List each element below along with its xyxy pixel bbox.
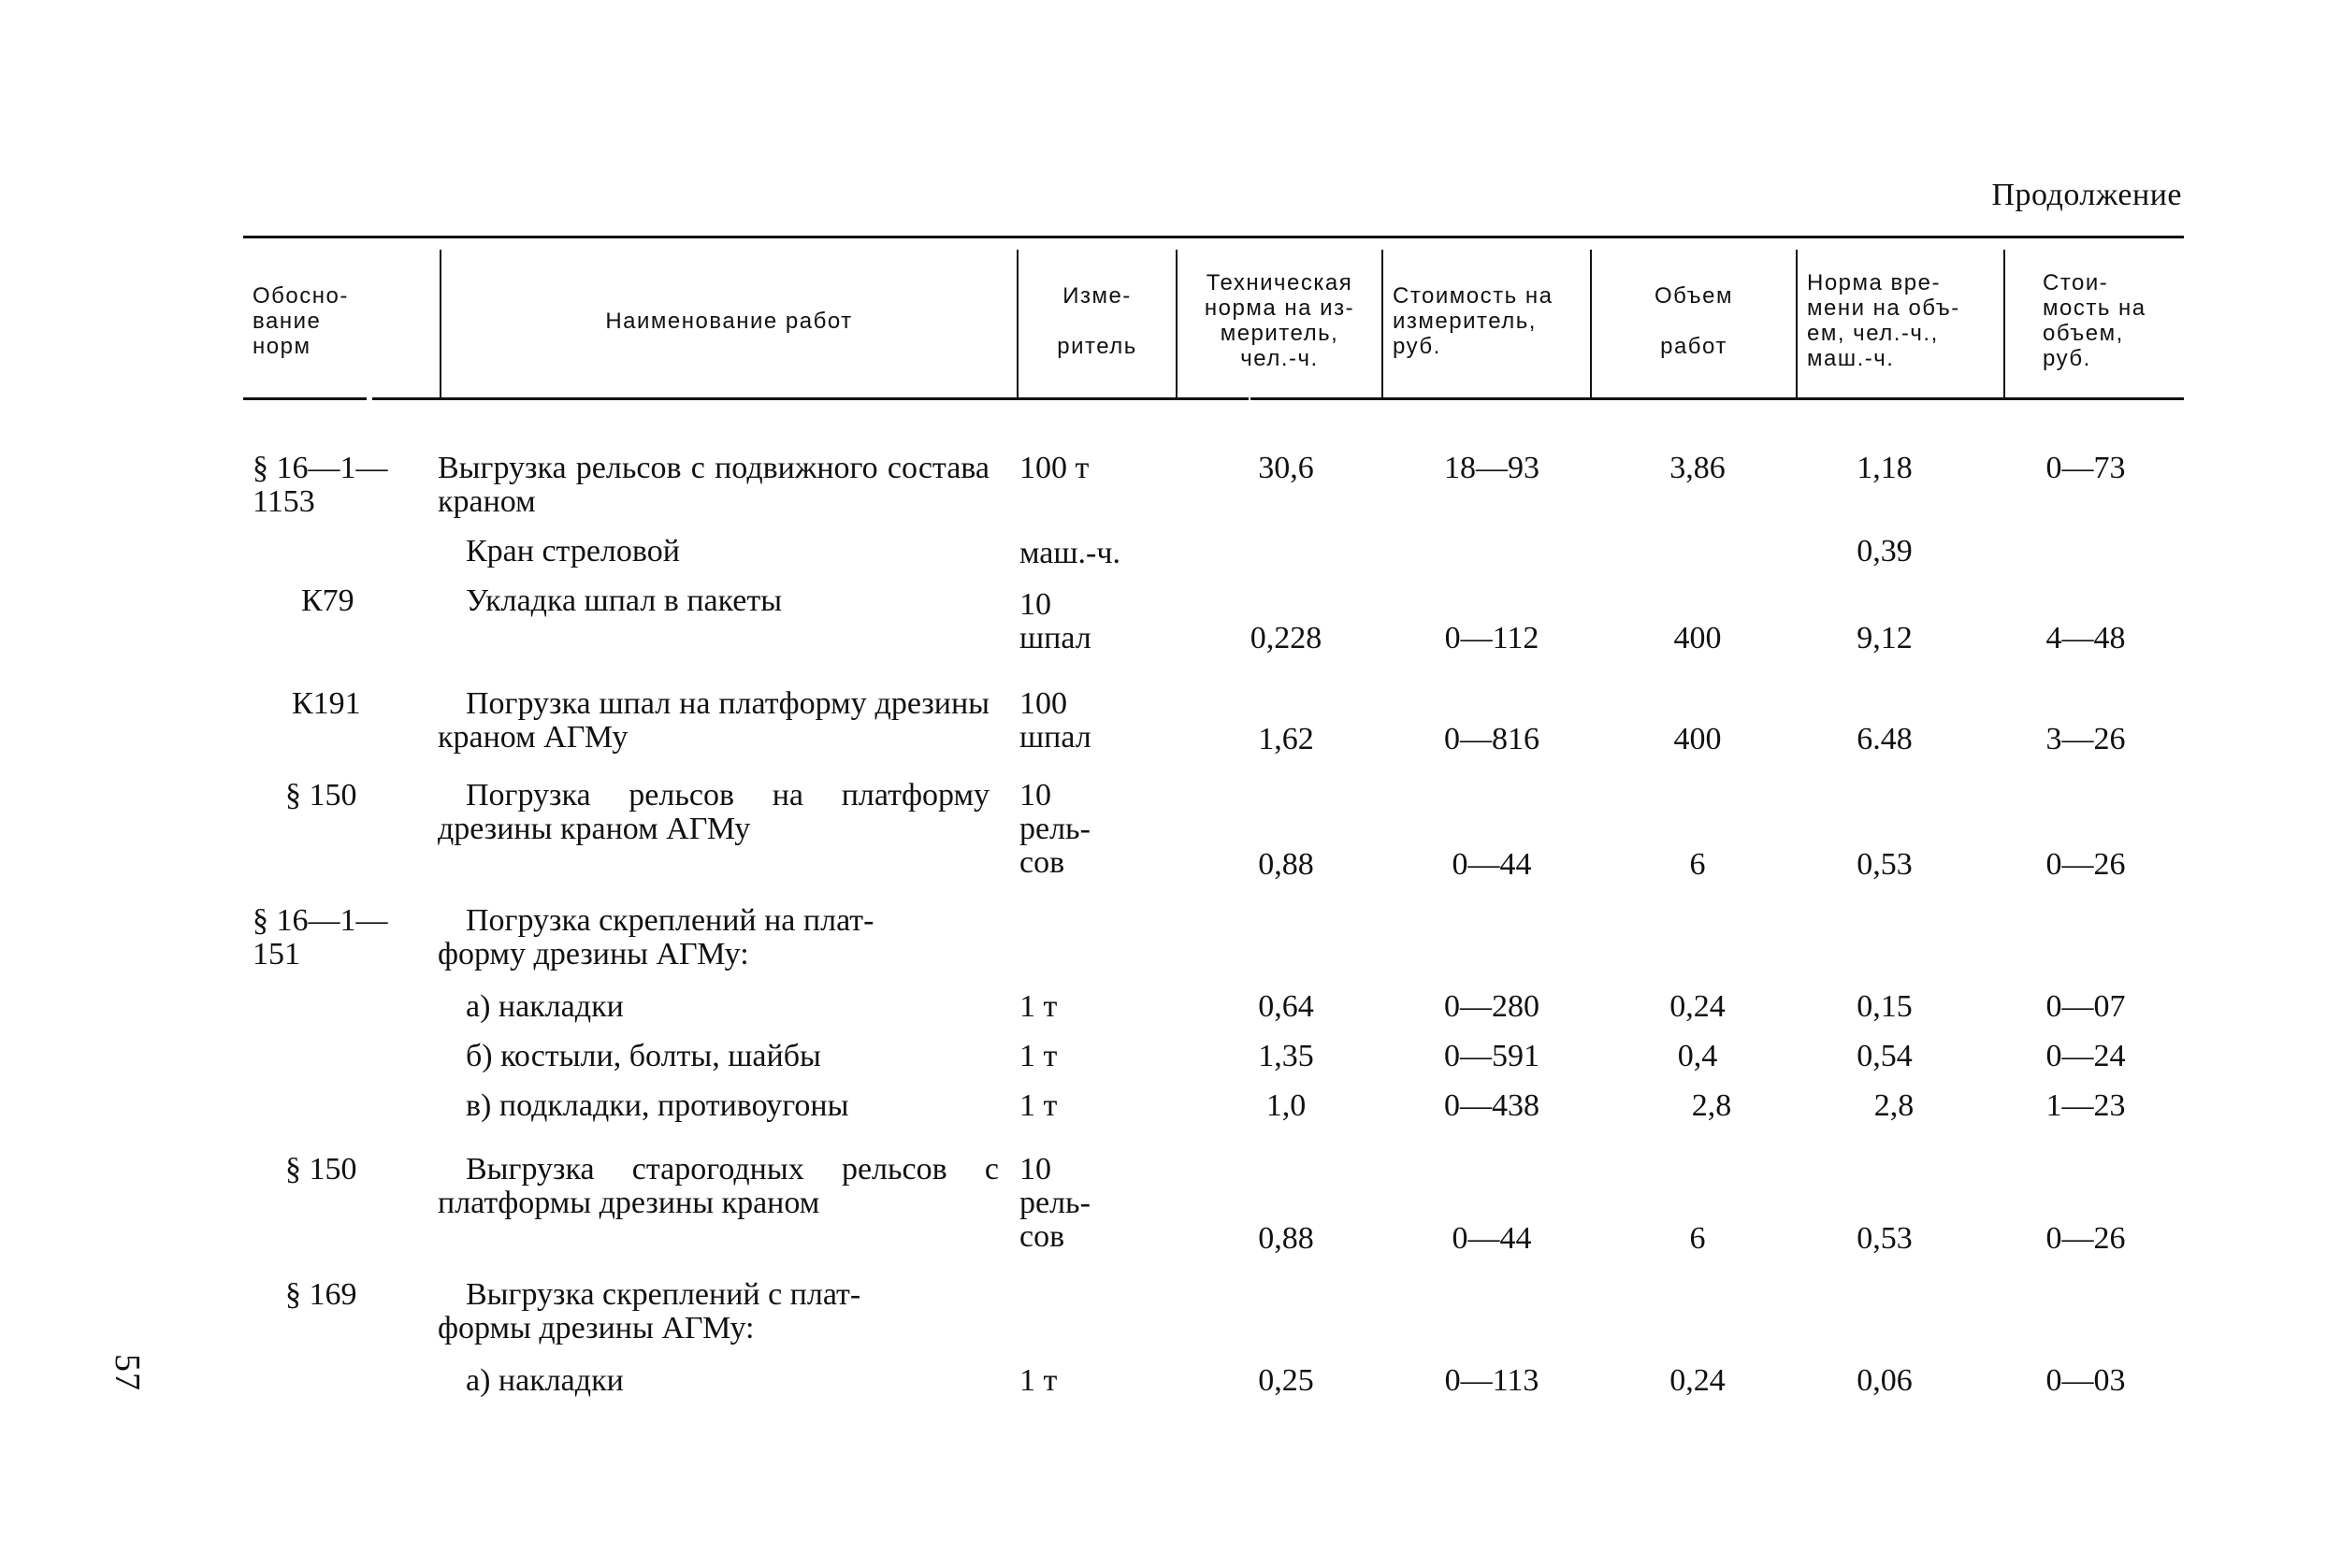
row-unit: 1 т — [1019, 1363, 1058, 1398]
row-cost-unit: 0—280 — [1444, 989, 1539, 1024]
row-unit: 10 шпал — [1019, 587, 1091, 655]
row-volume: 3,86 — [1669, 451, 1726, 485]
row-cost-volume: 0—03 — [2045, 1363, 2126, 1398]
row-code: § 16—1— 151 — [253, 903, 388, 971]
table-header — [243, 238, 2184, 397]
row-cost-volume: 0—73 — [2045, 451, 2126, 485]
row-code: § 150 — [285, 778, 357, 813]
row-tech-norm: 0,88 — [1258, 1221, 1314, 1256]
row-name: Погрузка шпал на платформу дрезины краном АГМу — [438, 686, 990, 755]
row-name: в) подкладки, противоугоны — [466, 1088, 849, 1123]
row-cost-unit: 0—816 — [1444, 722, 1539, 756]
row-time-norm: 0,53 — [1857, 847, 1913, 882]
row-time-norm: 1,18 — [1857, 451, 1913, 485]
row-unit: 1 т — [1019, 1039, 1058, 1073]
row-volume: 400 — [1673, 621, 1722, 655]
row-volume: 2,8 — [1691, 1088, 1732, 1123]
row-unit: 1 т — [1019, 1088, 1058, 1123]
row-code: К79 — [301, 583, 354, 618]
row-time-norm: 0,15 — [1857, 989, 1913, 1024]
row-cost-volume: 0—07 — [2045, 989, 2126, 1024]
row-tech-norm: 1,35 — [1258, 1039, 1314, 1073]
row-tech-norm: 0,64 — [1258, 989, 1314, 1024]
row-volume: 6 — [1689, 1221, 1706, 1256]
row-time-norm: 0,06 — [1857, 1363, 1913, 1398]
row-name: Выгрузка рельсов с подвижного состава краном — [438, 451, 990, 519]
row-unit: 10 рель- сов — [1019, 1152, 1091, 1254]
row-unit: 100 т — [1019, 451, 1090, 485]
row-tech-norm: 1,62 — [1258, 722, 1314, 756]
row-name: а) накладки — [466, 1363, 624, 1398]
continuation-label: Продолжение — [1991, 178, 2182, 212]
row-cost-volume: 0—26 — [2045, 847, 2126, 882]
header-basis: Обосно- вание норм — [253, 282, 349, 359]
row-name: Укладка шпал в пакеты — [466, 583, 783, 618]
row-time-norm: 0,53 — [1857, 1221, 1913, 1256]
row-time-norm: 6.48 — [1857, 722, 1913, 756]
row-unit: маш.-ч. — [1019, 536, 1120, 570]
row-time-norm: 0,39 — [1857, 534, 1913, 568]
row-cost-volume: 0—24 — [2045, 1039, 2126, 1073]
row-time-norm: 2,8 — [1873, 1088, 1915, 1123]
row-cost-unit: 18—93 — [1444, 451, 1539, 485]
norms-table — [243, 236, 2184, 1566]
header-unit: Изме- ритель — [1057, 282, 1137, 359]
row-volume: 0,4 — [1677, 1039, 1718, 1073]
row-volume: 6 — [1689, 847, 1706, 882]
row-code: § 16—1— 1153 — [253, 451, 388, 519]
row-cost-unit: 0—44 — [1452, 1221, 1532, 1256]
row-unit: 100 шпал — [1019, 686, 1091, 755]
row-tech-norm: 1,0 — [1265, 1088, 1307, 1123]
row-tech-norm: 30,6 — [1258, 451, 1314, 485]
row-tech-norm: 0,25 — [1258, 1363, 1314, 1398]
row-cost-volume: 1—23 — [2045, 1088, 2126, 1123]
row-volume: 0,24 — [1669, 989, 1726, 1024]
row-time-norm: 0,54 — [1857, 1039, 1913, 1073]
row-cost-volume: 4—48 — [2045, 621, 2126, 655]
header-time-norm: Норма вре- мени на объ- ем, чел.-ч., маш.-ч. — [1807, 270, 1960, 371]
header-cost-unit: Стоимость на измеритель, руб. — [1393, 282, 1553, 359]
row-tech-norm: 0,88 — [1258, 847, 1314, 882]
row-time-norm: 9,12 — [1857, 621, 1913, 655]
row-code: § 150 — [285, 1152, 357, 1187]
row-cost-unit: 0—591 — [1444, 1039, 1539, 1073]
row-name: Выгрузка старогодных рельсов с платформы дрезины краном — [438, 1152, 999, 1220]
row-code: § 169 — [285, 1277, 357, 1312]
row-name: Погрузка скреплений на плат- форму дрезины АГМу: — [438, 903, 874, 971]
row-volume: 400 — [1673, 722, 1722, 756]
row-unit: 10 рель- сов — [1019, 778, 1091, 880]
header-cost-volume: Стои- мость на объем, руб. — [2043, 270, 2146, 371]
row-name: Кран стреловой — [466, 534, 680, 568]
row-name: а) накладки — [466, 989, 624, 1024]
header-name: Наименование работ — [605, 308, 853, 334]
header-volume: Объем работ — [1655, 282, 1733, 359]
row-cost-volume: 0—26 — [2045, 1221, 2126, 1256]
page-number: 57 — [108, 1354, 147, 1391]
row-name: Погрузка рельсов на платформу дрезины краном АГМу — [438, 778, 990, 846]
row-name: Выгрузка скреплений с плат- формы дрезины АГМу: — [438, 1277, 861, 1345]
table-body — [243, 397, 2184, 1566]
row-tech-norm: 0,228 — [1250, 621, 1322, 655]
row-volume: 0,24 — [1669, 1363, 1726, 1398]
row-code: К191 — [292, 686, 361, 721]
row-cost-unit: 0—112 — [1444, 621, 1539, 655]
row-name: б) костыли, болты, шайбы — [466, 1039, 821, 1073]
row-cost-unit: 0—438 — [1444, 1088, 1539, 1123]
row-cost-unit: 0—44 — [1452, 847, 1532, 882]
row-unit: 1 т — [1019, 989, 1058, 1024]
row-cost-unit: 0—113 — [1444, 1363, 1539, 1398]
row-cost-volume: 3—26 — [2045, 722, 2126, 756]
header-tech-norm: Техническая норма на из- меритель, чел.-ч. — [1204, 270, 1355, 371]
